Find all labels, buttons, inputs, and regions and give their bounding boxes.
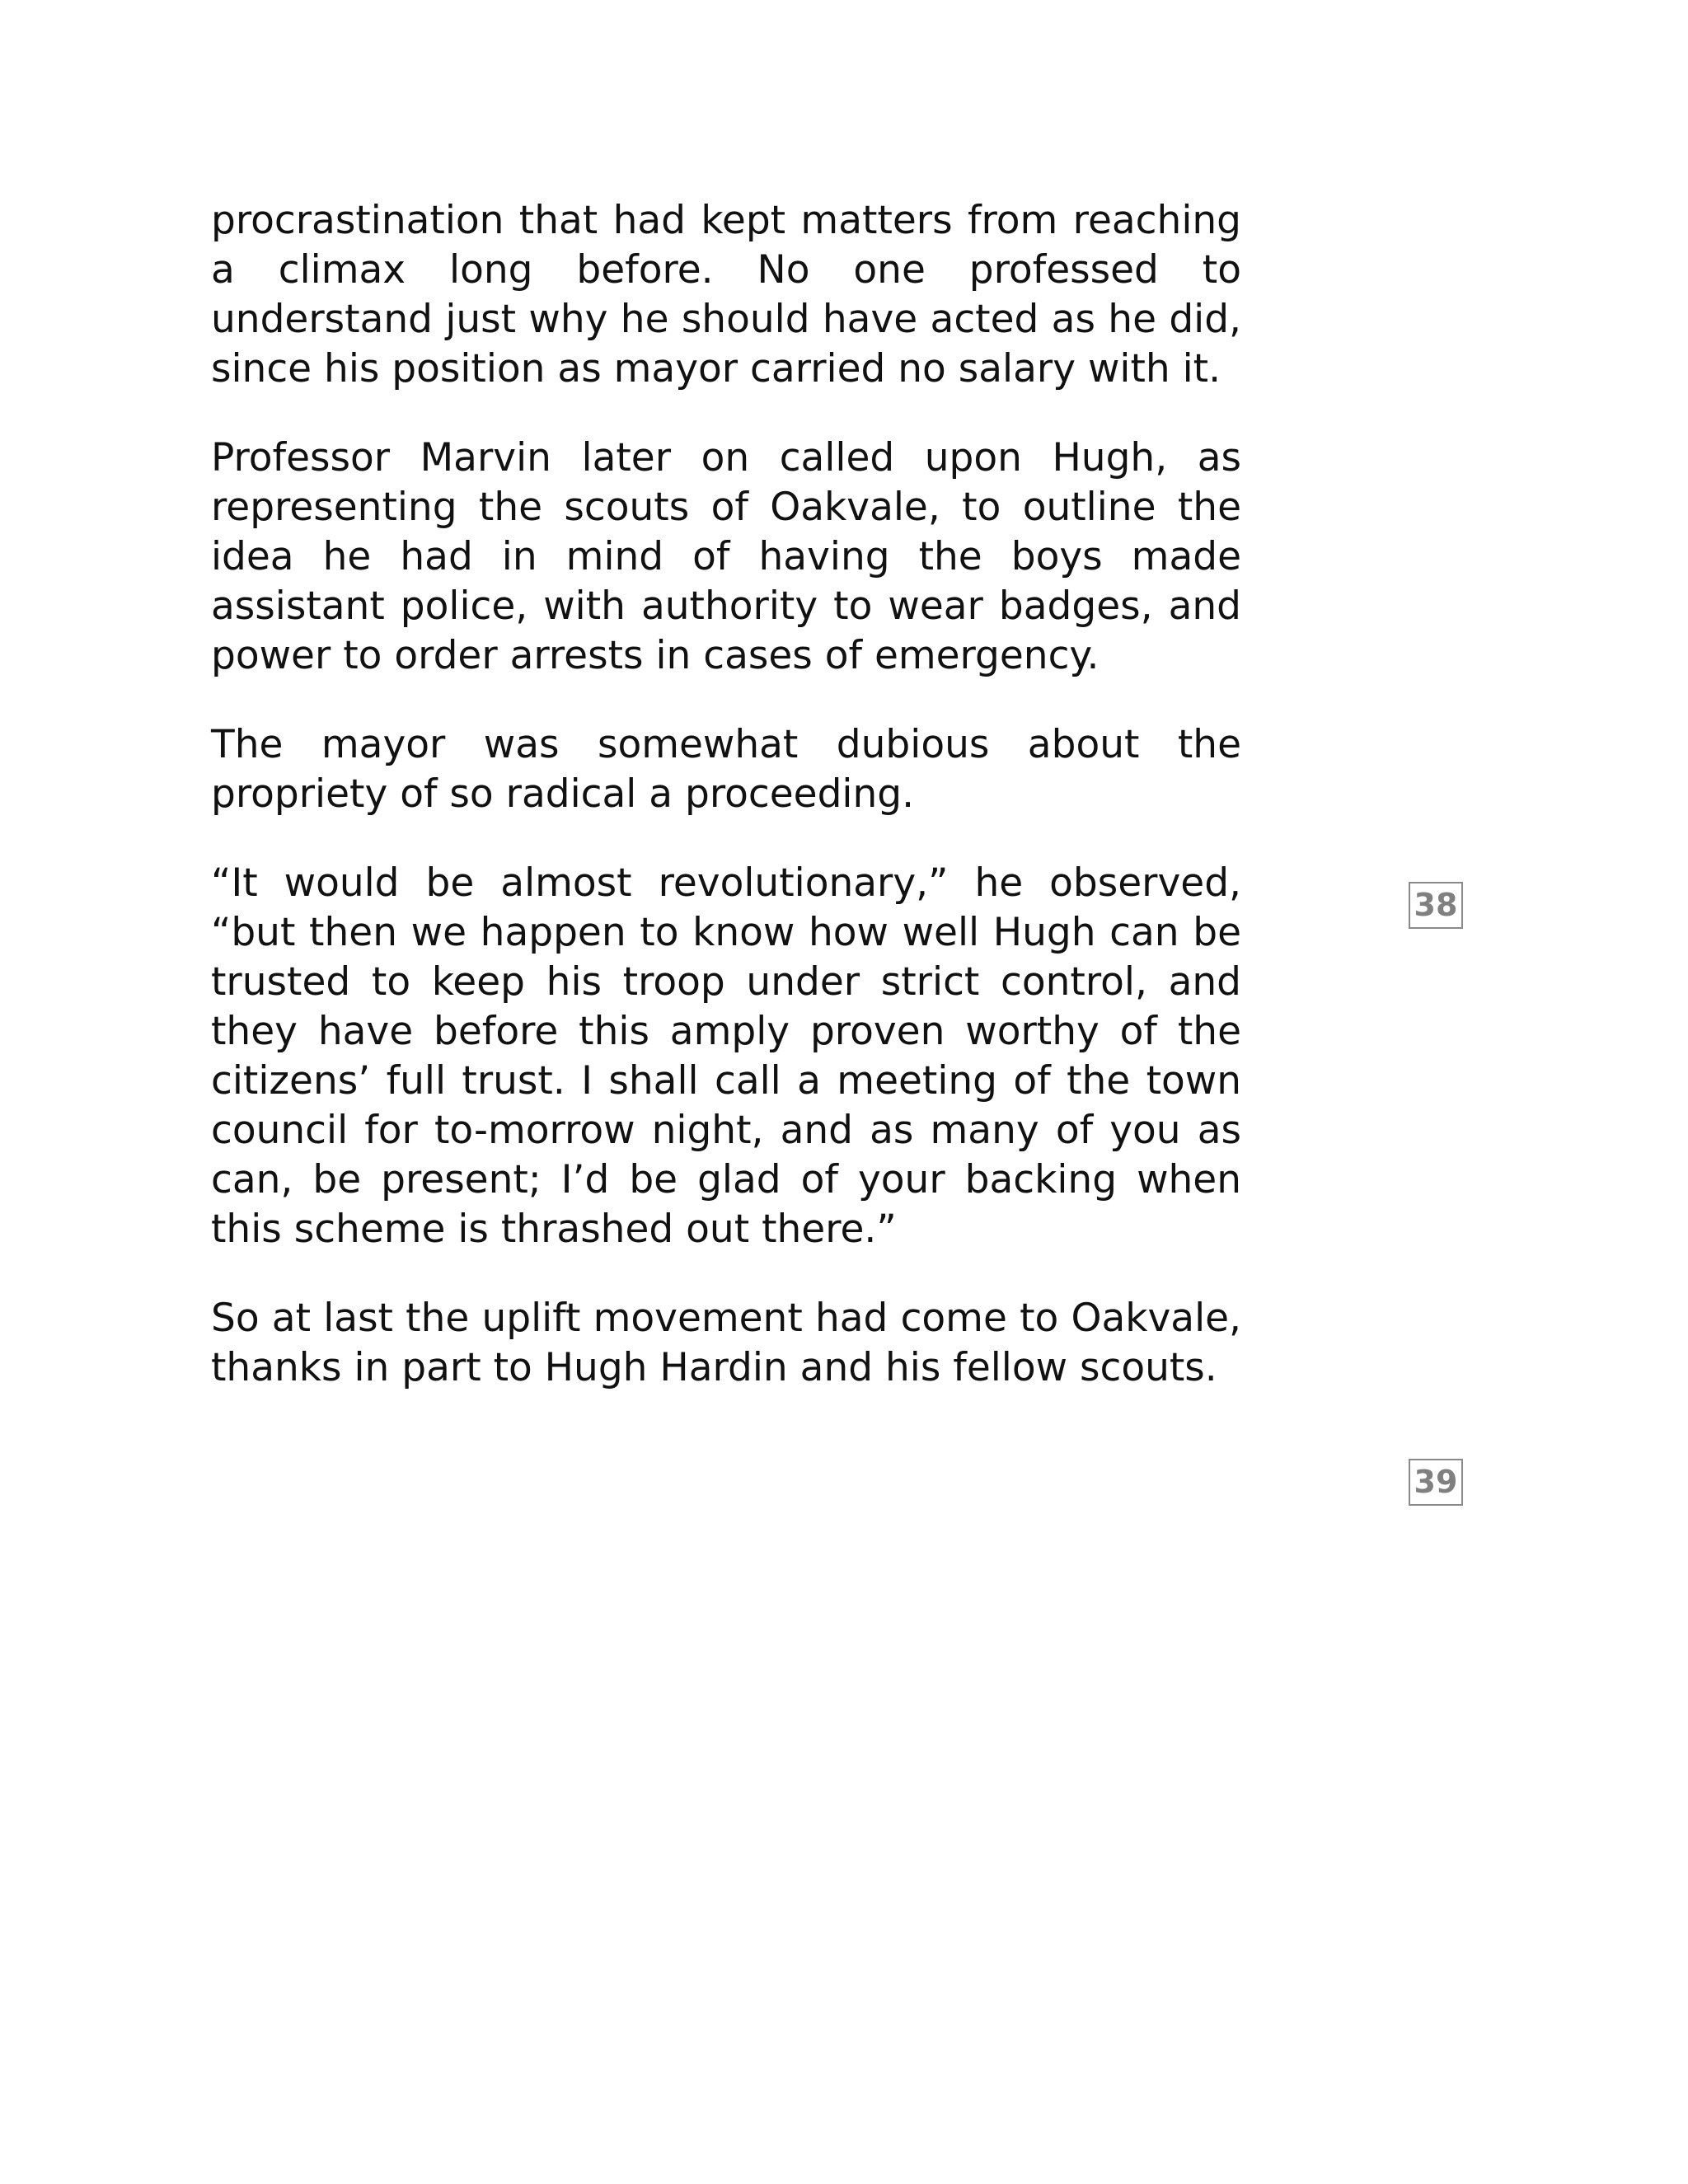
paragraph: The mayor was somewhat dubious about the propriety of so radical a proceeding.	[211, 722, 1241, 817]
page-number-marker: 38	[1409, 882, 1463, 929]
paragraph: “It would be almost revolutionary,” he observed, “but then we happen to know how well Hugh can be trusted to keep his troop under strict control, and they have before this amply proven worthy of the citizens’ full trust. I shall call a meeting of the town council for to-morrow night, and as many of you as can, be present; I’d be glad of your backing when this scheme is thrashed out there.”	[211, 860, 1241, 1252]
paragraph: So at last the uplift movement had come to Oakvale, thanks in part to Hugh Hardin and his fellow scouts.	[211, 1296, 1241, 1390]
paragraph: procrastination that had kept matters from reaching a climax long before. No one professed to understand just why he should have acted as he did, since his position as mayor carried no salary with it.	[211, 198, 1241, 391]
paragraph: Professor Marvin later on called upon Hugh, as representing the scouts of Oakvale, to outline the idea he had in mind of having the boys made assistant police, with authority to wear badges, and power to order arrests in cases of emergency.	[211, 435, 1241, 678]
body-text	[211, 196, 1241, 1432]
page-number-marker: 39	[1409, 1459, 1463, 1506]
